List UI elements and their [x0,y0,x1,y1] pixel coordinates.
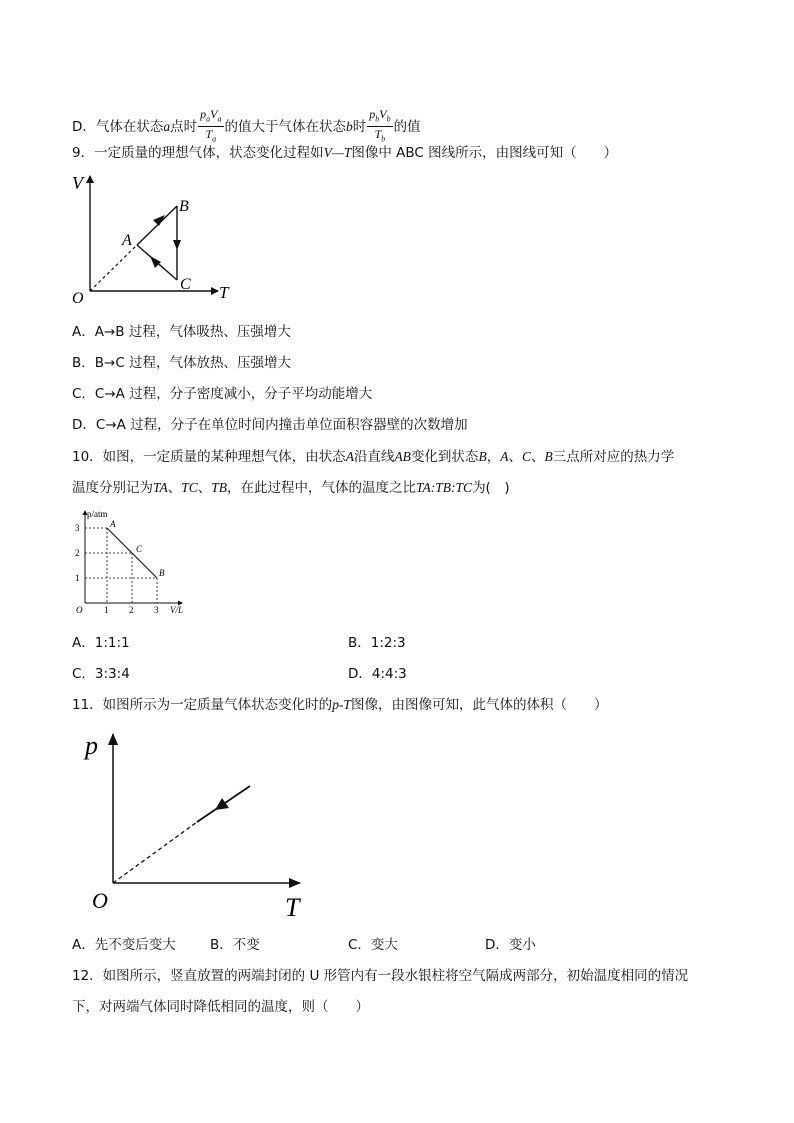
option-text: 时 [352,118,367,135]
q10-stem-line1: 10．如图，一定质量的某种理想气体，由状态A沿直线AB变化到状态B，A、C、B三点所对应的热力学 [72,449,675,465]
point-b-label: B [159,568,165,578]
q10-option-b: B．1:2:3 [348,635,406,651]
q9-option-b: B．B→C 过程，气体放热、压强增大 [72,355,292,371]
point-c-label: C [180,276,191,293]
option-text: 点时 [170,118,198,135]
option-text: 的值大于气体在状态 [224,118,346,135]
point-c-label: C [136,544,143,554]
q11-option-c: C．变大 [348,937,398,953]
q11-pt-graph [80,728,310,923]
q11-stem: 11．如图所示为一定质量气体状态变化时的p-T图像，由图像可知，此气体的体积（ ） [72,697,608,713]
origin-label: O [76,605,83,615]
x-tick-2: 2 [129,605,134,615]
q9-option-d: D．C→A 过程，分子在单位时间内撞击单位面积容器壁的次数增加 [72,417,468,433]
fraction-a: $\frac{p_aV_a}{T_a}$ [200,107,222,144]
v-axis-label: V/L [170,605,184,615]
q10-option-d: D．4:4:3 [348,666,407,682]
q12-stem-line2: 下，对两端气体同时降低相同的温度，则（ ） [72,999,369,1015]
dashed-extension [113,822,197,883]
option-letter: D． [72,118,96,135]
p-axis-label: p [85,731,98,760]
point-a-label: A [122,232,132,249]
process-arrow [215,798,229,810]
arrow-ab [153,215,165,226]
q10-option-a: A．1:1:1 [72,635,130,651]
q9-vt-graph [70,170,240,305]
option-text: 的值 [393,118,421,135]
x-tick-1: 1 [104,605,109,615]
origin-label: O [92,888,108,913]
origin-label: O [72,290,84,307]
segment-ab [137,206,177,245]
q12-stem-line1: 12．如图所示，竖直放置的两端封闭的 U 形管内有一段水银柱将空气隔成两部分，初始温度相同的情况 [72,968,689,984]
state-variable: a [163,118,171,134]
p-axis-label: p/atm [87,509,108,519]
q10-option-c: C．3:3:4 [72,666,130,682]
arrow-ca [150,256,161,268]
q9-option-a: A．A→B 过程，气体吸热、压强增大 [72,324,291,340]
t-axis-label: T [285,893,300,922]
dashed-extension [90,245,137,291]
q8-option-d [72,107,421,144]
point-a-label: A [110,519,116,529]
arrow-bc [173,240,181,250]
q9-option-c: C．C→A 过程，分子密度减小，分子平均动能增大 [72,386,373,402]
y-tick-1: 1 [75,573,80,583]
q11-option-d: D．变小 [485,937,536,953]
state-variable: b [346,118,353,134]
point-b-label: B [179,198,189,215]
q11-option-b: B．不变 [210,937,260,953]
q9-stem: 9．一定质量的理想气体，状态变化过程如V—T图像中 ABC 图线所示，由图线可知（ ） [72,145,618,161]
option-text: 气体在状态 [95,118,164,135]
v-axis-label: V [72,173,83,193]
x-tick-3: 3 [154,605,159,615]
y-tick-3: 3 [75,523,80,533]
fraction-b: $\frac{p_bV_b}{T_b}$ [369,107,391,144]
grid-dashes [85,528,157,603]
y-tick-2: 2 [75,548,80,558]
q10-pv-graph [70,505,200,617]
q10-stem-line2: 温度分别记为TA、TC、TB，在此过程中，气体的温度之比TA:TB:TC为( ) [72,480,510,496]
q11-option-a: A．先不变后变大 [72,937,176,953]
t-axis-label: T [219,283,229,302]
